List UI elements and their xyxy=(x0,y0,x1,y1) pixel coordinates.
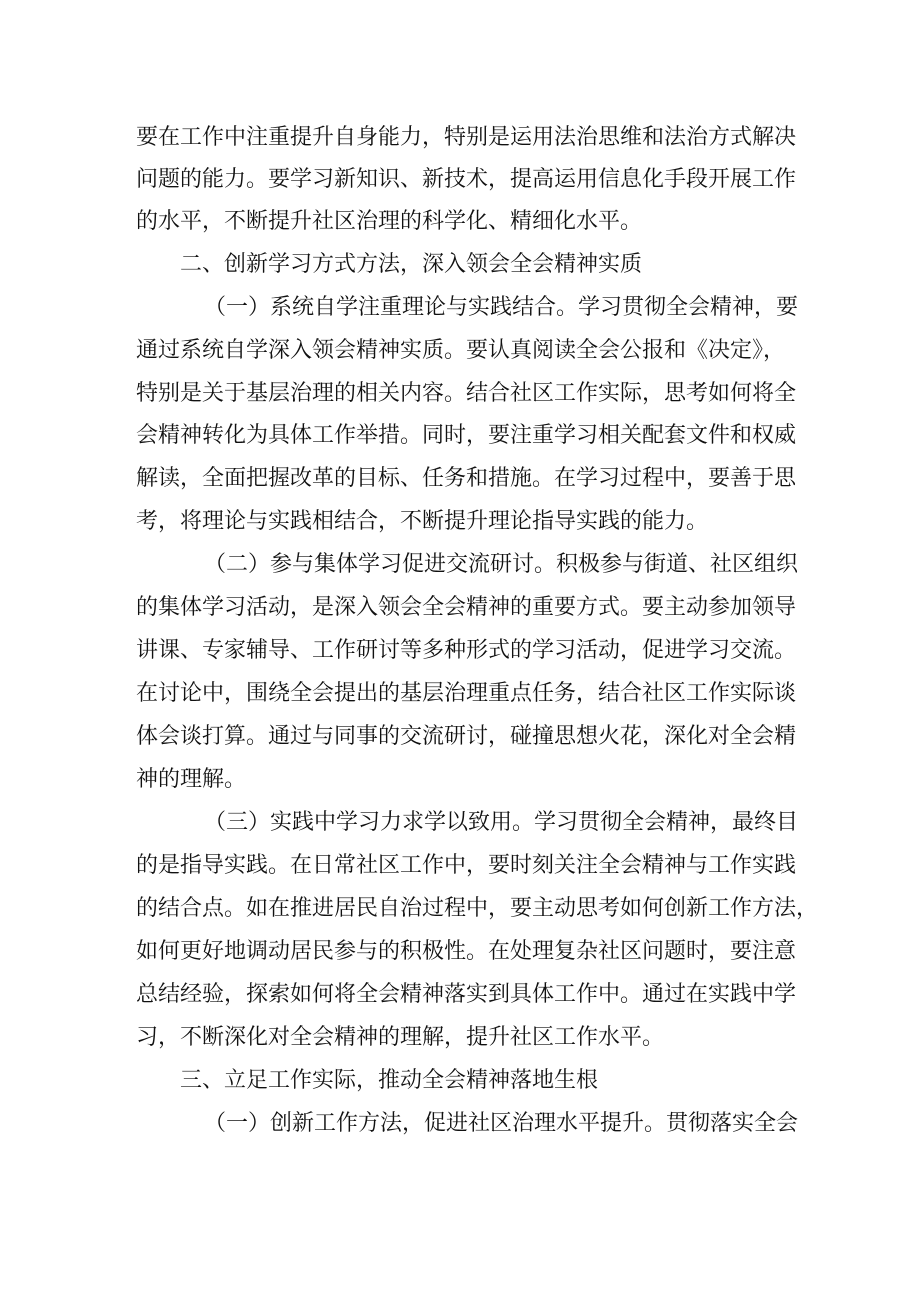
text-line: 讲课、专家辅导、工作研讨等多种形式的学习活动，促进学习交流。 xyxy=(136,638,797,663)
text-line: 如何更好地调动居民参与的积极性。在处理复杂社区问题时，要注意 xyxy=(136,939,797,964)
text-line: 体会谈打算。通过与同事的交流研讨，碰撞思想火花，深化对全会精 xyxy=(136,724,797,749)
text-line: 神的理解。 xyxy=(136,767,247,792)
text-line: 的集体学习活动，是深入领会全会精神的重要方式。要主动参加领导 xyxy=(136,595,797,620)
subsection-heading: （一）系统自学注重理论与实践结合。学习贯彻全会精神，要 xyxy=(204,295,799,320)
text-line: 会精神转化为具体工作举措。同时，要注重学习相关配套文件和权威 xyxy=(136,423,797,448)
text-line: 的结合点。如在推进居民自治过程中，要主动思考如何创新工作方法， xyxy=(136,896,819,921)
text-line: 的水平，不断提升社区治理的科学化、精细化水平。 xyxy=(136,209,643,234)
text-line: 考，将理论与实践相结合，不断提升理论指导实践的能力。 xyxy=(136,509,709,534)
subsection-heading: （三）实践中学习力求学以致用。学习贯彻全会精神，最终目 xyxy=(204,810,799,835)
section-heading: 二、创新学习方式方法，深入领会全会精神实质 xyxy=(180,252,643,277)
text-line: 问题的能力。要学习新知识、新技术，提高运用信息化手段开展工作 xyxy=(136,167,797,192)
text-line: 在讨论中，围绕全会提出的基层治理重点任务，结合社区工作实际谈 xyxy=(136,681,797,706)
text-line: 解读，全面把握改革的目标、任务和措施。在学习过程中，要善于思 xyxy=(136,466,797,491)
text-line: 总结经验，探索如何将全会精神落实到具体工作中。通过在实践中学 xyxy=(136,982,797,1007)
subsection-heading: （二）参与集体学习促进交流研讨。积极参与街道、社区组织 xyxy=(204,552,799,577)
section-heading: 三、立足工作实际，推动全会精神落地生根 xyxy=(180,1068,599,1093)
text-line: 特别是关于基层治理的相关内容。结合社区工作实际，思考如何将全 xyxy=(136,381,797,406)
text-line: 通过系统自学深入领会精神实质。要认真阅读全会公报和《决定》， xyxy=(136,338,786,363)
subsection-heading: （一）创新工作方法，促进社区治理水平提升。贯彻落实全会 xyxy=(204,1111,799,1136)
text-line: 要在工作中注重提升自身能力，特别是运用法治思维和法治方式解决 xyxy=(136,125,797,150)
text-line: 的是指导实践。在日常社区工作中，要时刻关注全会精神与工作实践 xyxy=(136,853,797,878)
text-line: 习，不断深化对全会精神的理解，提升社区工作水平。 xyxy=(136,1025,665,1050)
